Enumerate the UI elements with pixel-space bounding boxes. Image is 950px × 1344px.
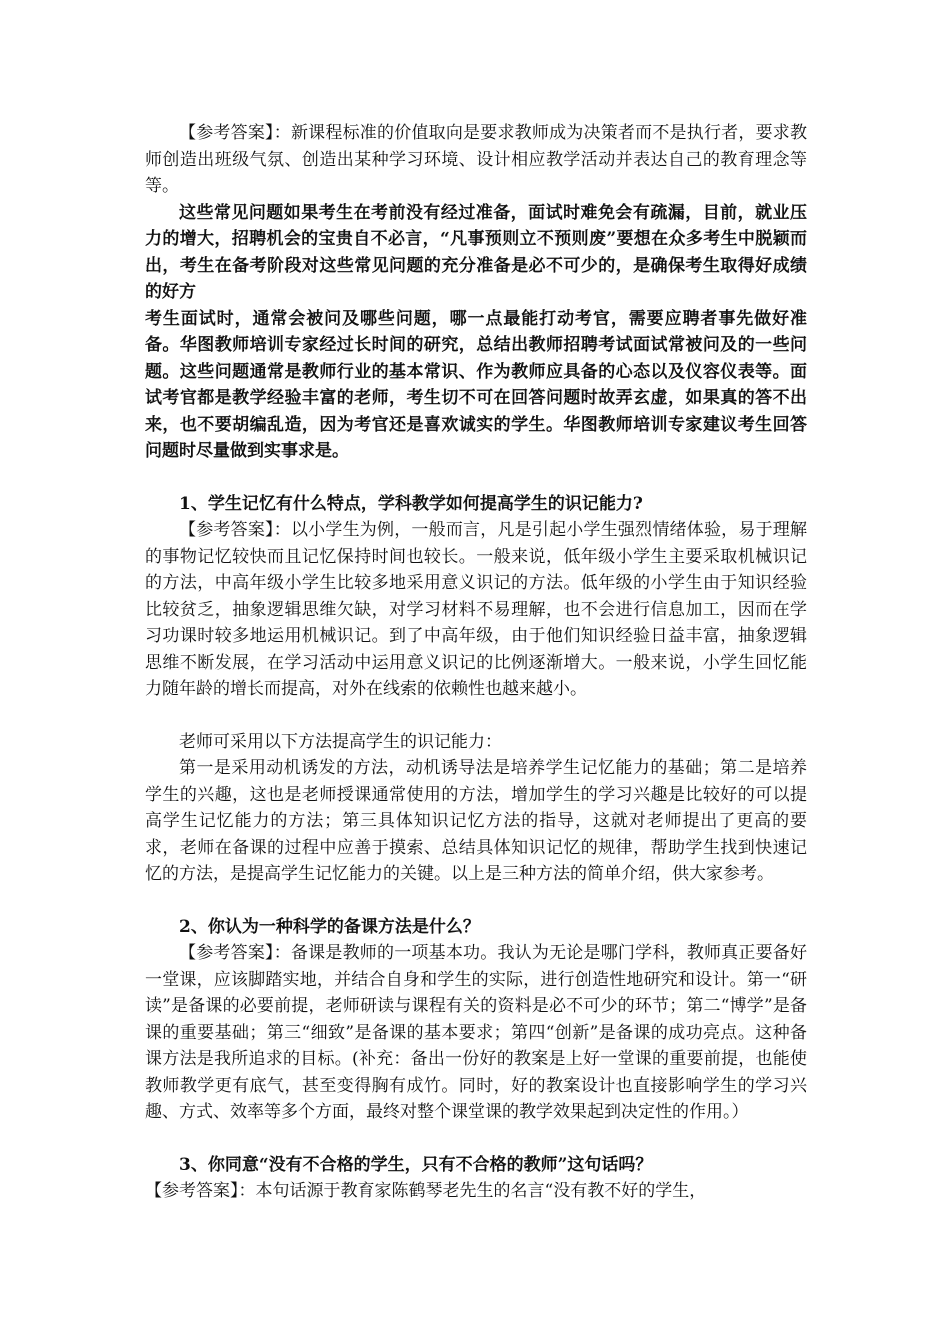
- question-1-answer: 【参考答案】：以小学生为例，一般而言，凡是引起小学生强烈情绪体验，易于理解的事物记忆较快而且记忆保持时间也较长。一般来说，低年级小学生主要采取机械识记的方法，中高年级小学生比较多地采用意义识记的方法。低年级的小学生由于知识经验比较贫乏，抽象逻辑思维欠缺，对学习材料不易理解，也不会进行信息加工，因而在学习功课时较多地运用机械识记。到了中高年级，由于他们知识经验日益丰富，抽象逻辑思维不断发展，在学习活动中运用意义识记的比例逐渐增大。一般来说，小学生回忆能力随年龄的增长而提高，对外在线索的依赖性也越来越小。: [145, 520, 807, 699]
- question-1-methods: 第一是采用动机诱发的方法，动机诱导法是培养学生记忆能力的基础；第二是培养学生的兴趣，这也是老师授课通常使用的方法，增加学生的学习兴趣是比较好的可以提高学生记忆能力的方法；第三具体知识记忆方法的指导，这就对老师提出了更高的要求，老师在备课的过程中应善于摸索、总结具体知识记忆的规律，帮助学生找到快速记忆的方法，是提高学生记忆能力的关键。以上是三种方法的简单介绍，供大家参考。: [145, 758, 807, 884]
- question-3-answer: 【参考答案】：本句话源于教育家陈鹤琴老先生的名言“没有教不好的学生，: [145, 1181, 707, 1201]
- question-2-answer: 【参考答案】：备课是教师的一项基本功。我认为无论是哪门学科，教师真正要备好一堂课，应该脚踏实地，并结合自身和学生的实际，进行创造性地研究和设计。第一“研读”是备课的必要前提，老师研读与课程有关的资料是必不可少的环节；第二“博学”是备课的重要基础；第三“细致”是备课的基本要求；第四“创新”是备课的成功亮点。这种备课方法是我所追求的目标。(补充：备出一份好的教案是上好一堂课的重要前提，也能使教师教学更有底气，甚至变得胸有成竹。同时，好的教案设计也直接影响学生的学习兴趣、方式、效率等多个方面，最终对整个课堂课的教学效果起到决定性的作用。）: [145, 943, 807, 1122]
- spacer: [145, 465, 807, 491]
- spacer: [145, 703, 807, 729]
- document-page: [145, 120, 807, 1205]
- answer-paragraph: 【参考答案】：新课程标准的价值取向是要求教师成为决策者而不是执行者，要求教师创造出班级气氛、创造出某种学习环境、设计相应教学活动并表达自己的教育理念等等。: [145, 123, 807, 196]
- question-2-title: 2、你认为一种科学的备课方法是什么？: [179, 916, 480, 937]
- question-3-title: 3、你同意“没有不合格的学生，只有不合格的教师”这句话吗？: [179, 1154, 653, 1175]
- spacer: [145, 888, 807, 914]
- question-1-title: 1、学生记忆有什么特点，学科教学如何提高学生的识记能力?: [179, 493, 643, 514]
- question-1-methods-intro: 老师可采用以下方法提高学生的识记能力：: [179, 731, 502, 752]
- intro-paragraph-2: 考生面试时，通常会被问及哪些问题，哪一点最能打动考官，需要应聘者事先做好准备。华图教师培训专家经过长时间的研究，总结出教师招聘考试面试常被问及的一些问题。这些问题通常是教师行业的基本常识、作为教师应具备的心态以及仪容仪表等。面试考官都是教学经验丰富的老师，考生切不可在回答问题时故弄玄虚，如果真的答不出来，也不要胡编乱造，因为考官还是喜欢诚实的学生。华图教师培训专家建议考生回答问题时尽量做到实事求是。: [145, 308, 807, 461]
- intro-paragraph: 这些常见问题如果考生在考前没有经过准备，面试时难免会有疏漏，目前，就业压力的增大，招聘机会的宝贵自不必言，“凡事预则立不预则废”要想在众多考生中脱颖而出，考生在备考阶段对这些常见问题的充分准备是必不可少的，是确保考生取得好成绩的好方: [145, 202, 807, 302]
- spacer: [145, 1126, 807, 1152]
